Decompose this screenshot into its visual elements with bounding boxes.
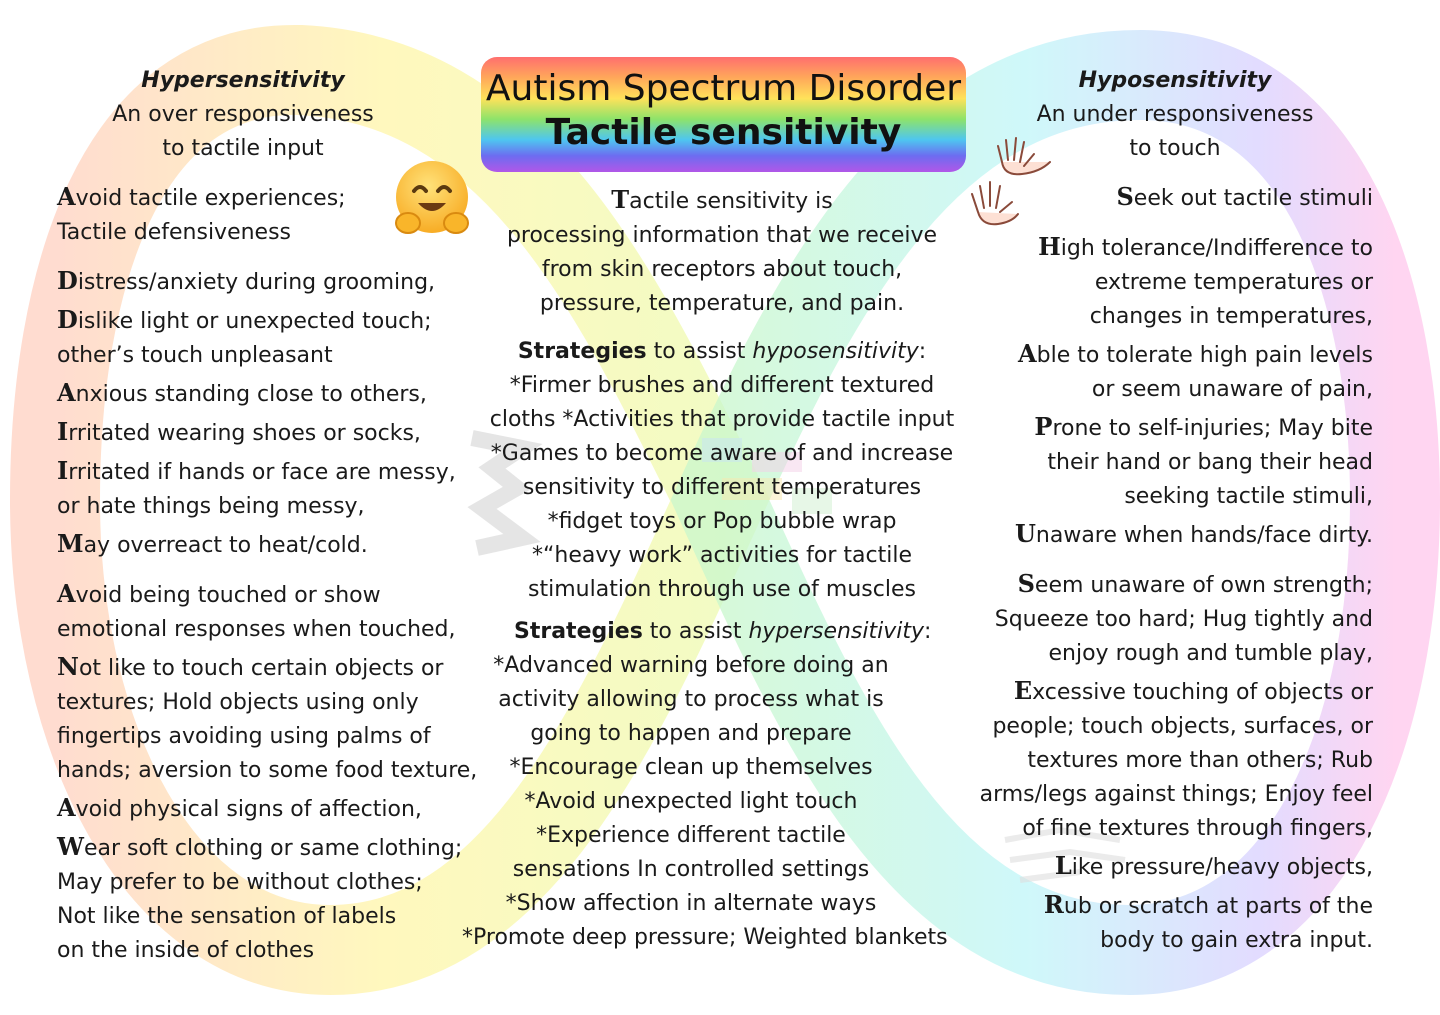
list-item-cont: of fine textures through fingers,: [1022, 816, 1373, 841]
strategy-line: *Firmer brushes and different textured: [509, 373, 935, 398]
hyposensitivity-heading: Hyposensitivity: [1078, 68, 1272, 93]
list-item-cont: textures more than others; Rub: [1027, 748, 1373, 773]
list-item-cont: emotional responses when touched,: [57, 617, 456, 642]
list-item: Irritated wearing shoes or socks,: [57, 417, 421, 446]
list-item-cont: fingertips avoiding using palms of: [57, 724, 431, 749]
list-item: Excessive touching of objects or: [1013, 676, 1373, 705]
list-item-cont: changes in temperatures,: [1089, 304, 1373, 329]
strategy-line: *Games to become aware of and increase: [490, 441, 954, 466]
strategy-line: *Encourage clean up themselves: [509, 755, 873, 780]
strategy-line: going to happen and prepare: [530, 721, 852, 746]
list-item: Like pressure/heavy objects,: [1054, 851, 1373, 880]
list-item: Rub or scratch at parts of the: [1043, 890, 1373, 919]
intro-line: from skin receptors about touch,: [541, 257, 903, 282]
list-item-cont: other’s touch unpleasant: [57, 343, 333, 368]
list-item: Unaware when hands/face dirty.: [1014, 519, 1373, 548]
strategy-line: *Promote deep pressure; Weighted blankets: [462, 925, 948, 950]
hypersensitivity-heading: Hypersensitivity: [141, 68, 345, 93]
list-item-cont: Squeeze too hard; Hug tightly and: [994, 607, 1373, 632]
list-item: Avoid tactile experiences;: [57, 182, 346, 211]
list-item-cont: May prefer to be without clothes;: [57, 870, 423, 895]
hyposensitivity-definition-line1: An under responsiveness: [1036, 102, 1314, 127]
strategy-line: *Experience different tactile: [536, 823, 846, 848]
hypo-strategies-heading: Strategies to assist hyposensitivity:: [517, 339, 927, 364]
list-item-cont: seeking tactile stimuli,: [1124, 484, 1373, 509]
list-item: High tolerance/Indifference to: [1038, 232, 1373, 261]
hyper-strategies-heading: Strategies to assist hypersensitivity:: [514, 619, 932, 644]
strategy-line: *fidget toys or Pop bubble wrap: [547, 509, 897, 534]
title-main: Autism Spectrum Disorder: [485, 68, 962, 109]
list-item-cont: on the inside of clothes: [57, 938, 315, 963]
list-item: Avoid physical signs of affection,: [57, 793, 422, 822]
list-item-cont: people; touch objects, surfaces, or: [992, 714, 1373, 739]
list-item: Seem unaware of own strength;: [1017, 569, 1373, 598]
list-item-cont: body to gain extra input.: [1100, 928, 1373, 953]
list-item: May overreact to heat/cold.: [57, 529, 368, 558]
title-banner: [481, 57, 966, 172]
strategy-line: sensitivity to different temperatures: [522, 475, 922, 500]
list-item-cont: enjoy rough and tumble play,: [1048, 641, 1373, 666]
list-item: Distress/anxiety during grooming,: [57, 266, 436, 295]
list-item-cont: hands; aversion to some food texture,: [57, 758, 478, 783]
intro-line: Tactile sensitivity is: [611, 185, 833, 214]
list-item: Avoid being touched or show: [57, 579, 381, 608]
list-item-cont: or seem unaware of pain,: [1091, 377, 1373, 402]
intro-line: processing information that we receive: [506, 223, 938, 248]
list-item: Irritated if hands or face are messy,: [57, 456, 456, 485]
list-item-cont: extreme temperatures or: [1094, 270, 1373, 295]
strategy-line: sensations In controlled settings: [512, 857, 870, 882]
list-item: Anxious standing close to others,: [57, 378, 427, 407]
list-item-cont: their hand or bang their head: [1047, 450, 1373, 475]
list-item-cont: or hate things being messy,: [57, 494, 365, 519]
intro-line: pressure, temperature, and pain.: [539, 291, 905, 316]
hyposensitivity-definition-line2: to touch: [1129, 136, 1221, 161]
list-item: Seek out tactile stimuli: [1116, 182, 1373, 211]
strategy-line: *Advanced warning before doing an: [493, 653, 889, 678]
hypersensitivity-definition-line1: An over responsiveness: [112, 102, 374, 127]
strategy-line: cloths *Activities that provide tactile input: [489, 407, 955, 432]
list-item: Wear soft clothing or same clothing;: [57, 832, 463, 861]
list-item: Dislike light or unexpected touch;: [57, 305, 432, 334]
list-item-cont: textures; Hold objects using only: [57, 690, 419, 715]
strategy-line: *“heavy work” activities for tactile: [531, 543, 913, 568]
list-item-cont: Not like the sensation of labels: [57, 904, 397, 929]
hypersensitivity-definition-line2: to tactile input: [162, 136, 324, 161]
hypersensitivity-column: [57, 64, 487, 968]
list-item: Able to tolerate high pain levels: [1018, 339, 1373, 368]
strategy-line: *Show affection in alternate ways: [505, 891, 877, 916]
strategy-line: *Avoid unexpected light touch: [524, 789, 858, 814]
title-sub: Tactile sensitivity: [545, 112, 902, 153]
hyposensitivity-column: [960, 64, 1373, 958]
list-item: Prone to self-injuries; May bite: [1034, 412, 1373, 441]
strategy-line: activity allowing to process what is: [498, 687, 884, 712]
list-item-cont: Tactile defensiveness: [57, 220, 292, 245]
strategy-line: stimulation through use of muscles: [528, 577, 916, 602]
list-item: Not like to touch certain objects or: [57, 652, 444, 681]
center-column: [462, 183, 982, 955]
list-item-cont: arms/legs against things; Enjoy feel: [979, 782, 1373, 807]
